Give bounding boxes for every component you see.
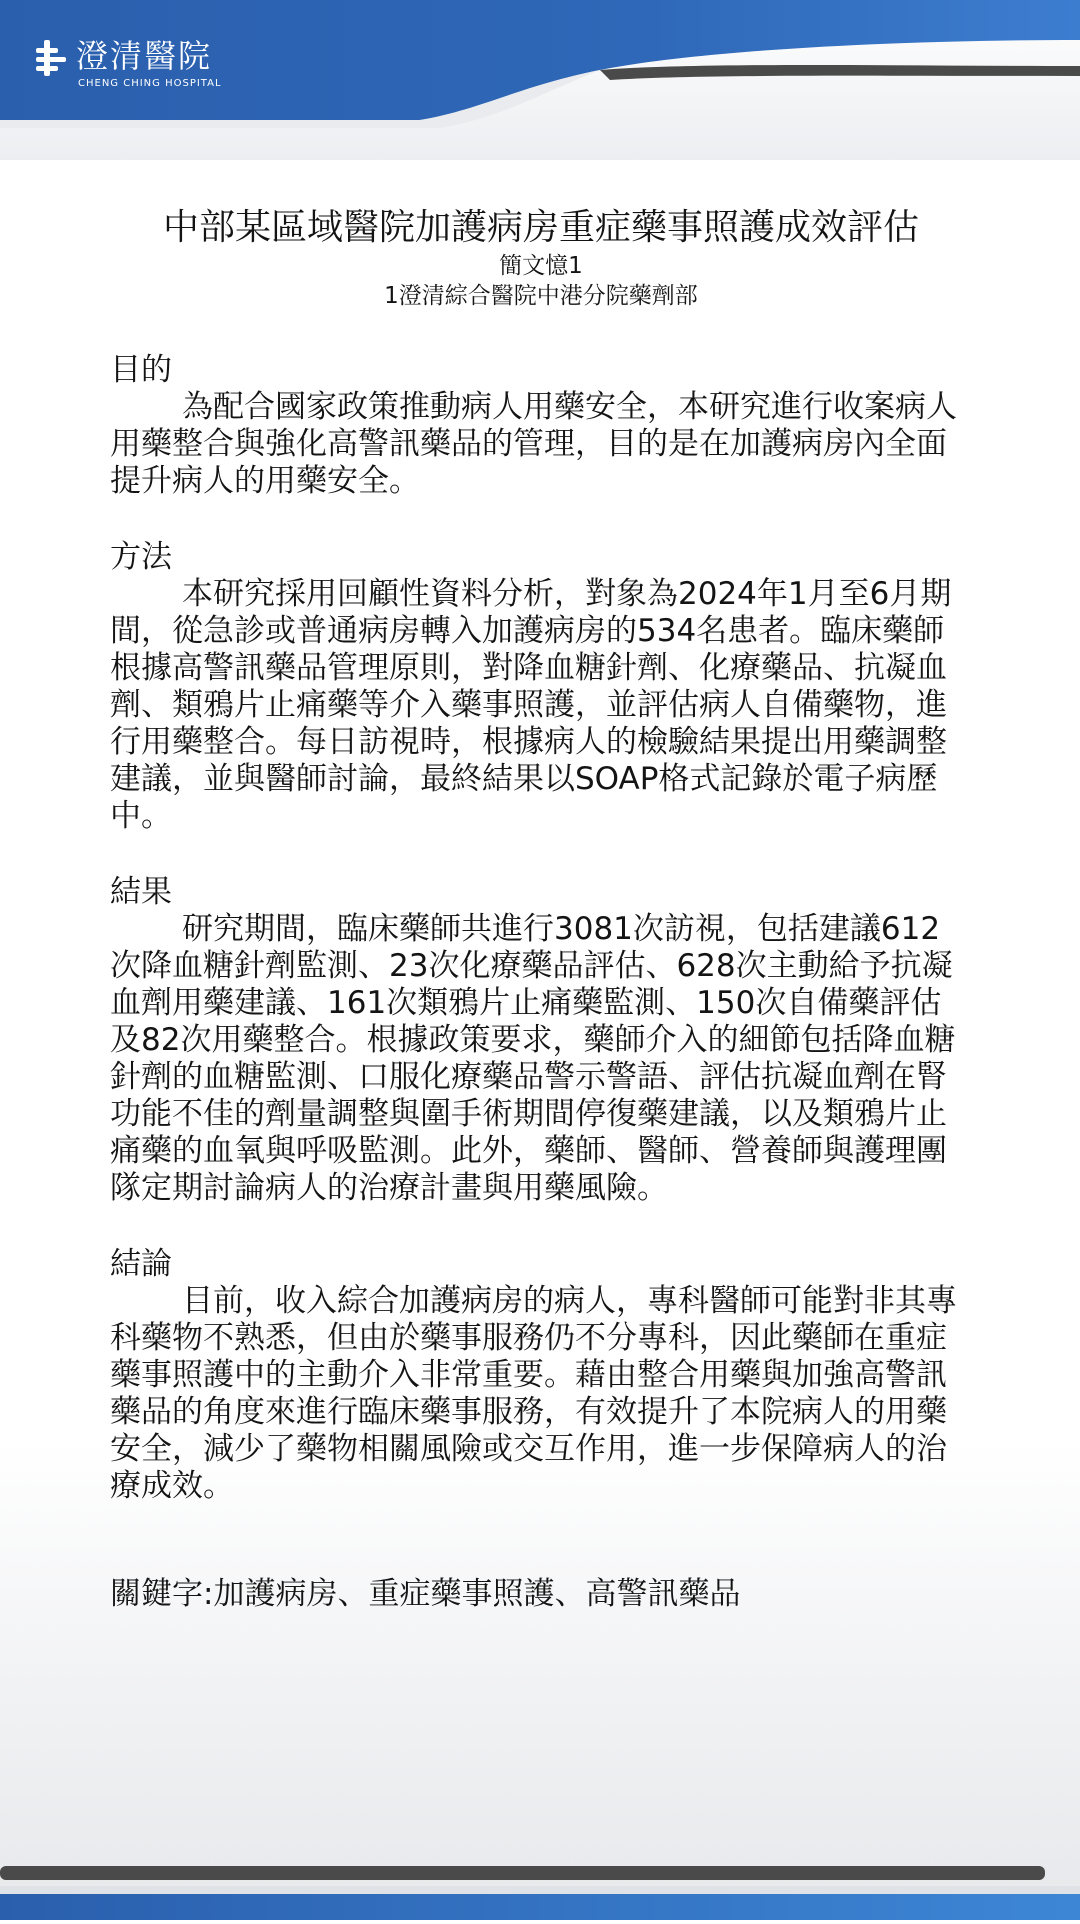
section-purpose (110, 351, 980, 500)
hospital-logo-icon (34, 38, 68, 78)
footer-stripe-graphic (0, 1866, 1080, 1920)
title-block (106, 205, 976, 311)
section-methods (110, 538, 980, 835)
header-banner (0, 0, 1080, 160)
keywords-line: 關鍵字:加護病房、重症藥事照護、高警訊藥品 (110, 1576, 741, 1612)
author-line: 簡文憶1 (499, 253, 583, 279)
hospital-name-english: CHENG CHING HOSPITAL (78, 78, 222, 89)
section-results (110, 873, 980, 1207)
section-body: 研究期間，臨床藥師共進行3081次訪視，包括建議612次降血糖針劑監測、23次化療藥品評估、628次主動給予抗凝血劑用藥建議、161次類鴉片止痛藥監測、150次自備藥評估及82次用藥整合。根據政策要求，藥師介入的細節包括降血糖針劑的血糖監測、口服化療藥品警示警語、評估抗凝血劑在腎功能不佳的劑量調整與圍手術期間停復藥建議，以及類鴉片止痛藥的血氧與呼吸監測。此外，藥師、醫師、營養師與護理團隊定期討論病人的治療計畫與用藥風險。 (110, 911, 956, 1206)
paper-title: 中部某區域醫院加護病房重症藥事照護成效評估 (162, 207, 919, 248)
section-heading: 方法 (110, 539, 172, 575)
section-heading: 目的 (110, 352, 172, 388)
abstract-content (110, 205, 980, 1613)
section-body: 本研究採用回顧性資料分析，對象為2024年1月至6月期間，從急診或普通病房轉入加護病房的534名患者。臨床藥師根據高警訊藥品管理原則，對降血糖針劑、化療藥品、抗凝血劑、類鴉片止痛藥等介入藥事照護，並評估病人自備藥物，進行用藥整合。每日訪視時，根據病人的檢驗結果提出用藥調整建議，並與醫師討論，最終結果以SOAP格式記錄於電子病歷中。 (110, 576, 952, 834)
section-body: 為配合國家政策推動病人用藥安全，本研究進行收案病人用藥整合與強化高警訊藥品的管理，目的是在加護病房內全面提升病人的用藥安全。 (110, 389, 957, 499)
affiliation-line: 1澄清綜合醫院中港分院藥劑部 (384, 283, 698, 309)
footer-banner (0, 1866, 1080, 1920)
hospital-logo (34, 36, 254, 96)
section-heading: 結果 (110, 874, 172, 910)
section-conclusion (110, 1245, 980, 1505)
section-body: 目前，收入綜合加護病房的病人，專科醫師可能對非其專科藥物不熟悉，但由於藥事服務仍不分專科，因此藥師在重症藥事照護中的主動介入非常重要。藉由整合用藥與加強高警訊藥品的角度來進行臨床藥事服務，有效提升了本院病人的用藥安全，減少了藥物相關風險或交互作用，進一步保障病人的治療成效。 (110, 1283, 957, 1504)
section-heading: 結論 (110, 1246, 172, 1282)
hospital-name: 澄清醫院 (76, 37, 213, 75)
